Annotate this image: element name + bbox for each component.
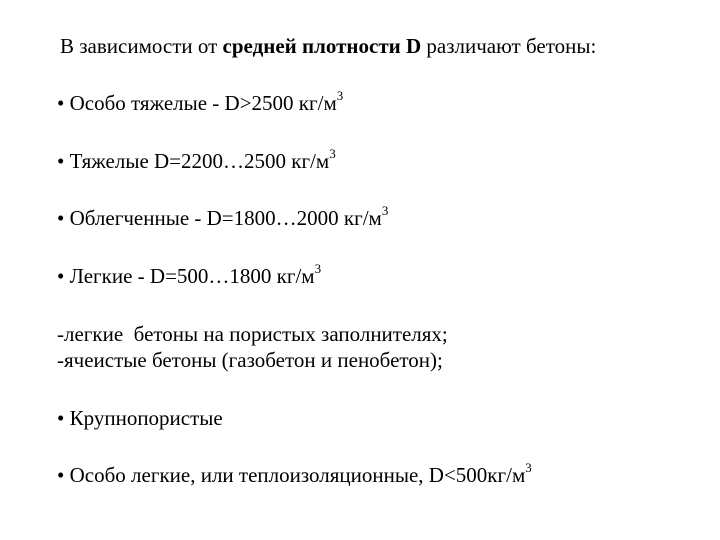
list-item-text: Тяжелые D=2200…2500 кг/м (69, 149, 330, 173)
list-item-lightened (57, 205, 388, 231)
list-item-text: Особо легкие, или теплоизоляционные, D<500кг/м (69, 463, 526, 487)
bullet: • (57, 206, 65, 230)
bullet: • (57, 264, 65, 288)
superscript: 3 (336, 88, 344, 103)
list-item-text: Легкие - D=500…1800 кг/м (69, 264, 315, 288)
superscript: 3 (314, 261, 322, 276)
title-prefix: В зависимости от (60, 34, 223, 58)
list-item-text: Крупнопористые (69, 406, 223, 430)
bullet: • (57, 463, 65, 487)
bullet: • (57, 406, 65, 430)
list-item-text: Особо тяжелые - D>2500 кг/м (69, 91, 337, 115)
list-item-extra-heavy (57, 90, 343, 116)
title-suffix: различают бетоны: (421, 34, 597, 58)
superscript: 3 (525, 460, 532, 475)
subitem-cellular: -ячеистые бетоны (газобетон и пенобетон); (57, 348, 443, 372)
subitem-porous-aggregate: -легкие бетоны на пористых заполнителях; (57, 322, 448, 346)
superscript: 3 (329, 146, 336, 161)
list-item-extra-light (57, 462, 532, 488)
list-item-light (57, 263, 321, 289)
superscript: 3 (381, 203, 389, 218)
title-emphasis: средней плотности D (222, 34, 422, 58)
list-item-text: Облегченные - D=1800…2000 кг/м (69, 206, 382, 230)
list-item-large-pore (57, 405, 223, 431)
list-item-heavy (57, 148, 336, 174)
bullet: • (57, 91, 65, 115)
bullet: • (57, 149, 65, 173)
slide-title (60, 33, 596, 59)
